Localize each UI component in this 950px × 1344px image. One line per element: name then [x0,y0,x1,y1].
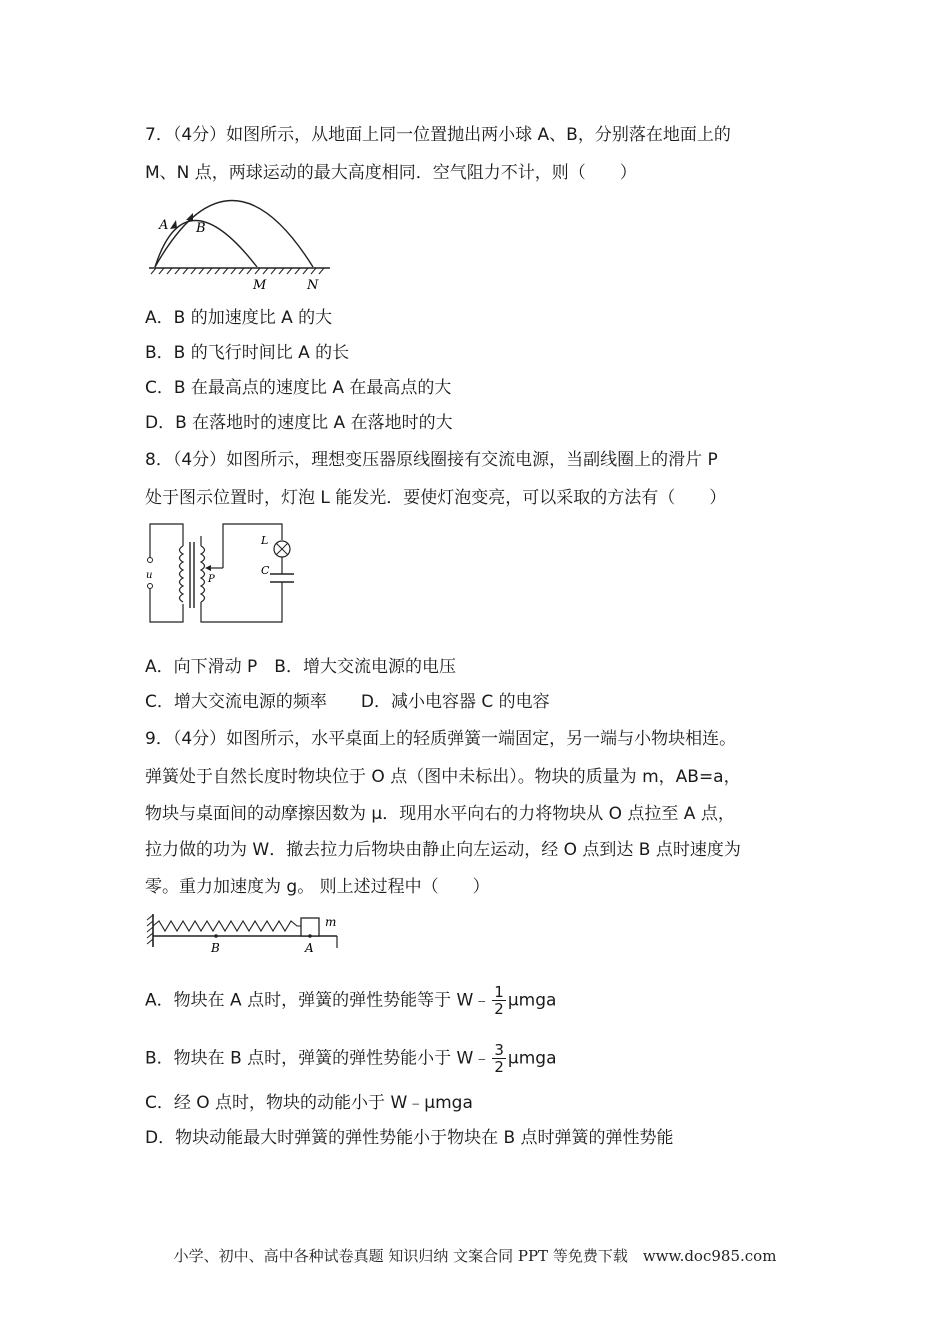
spring [153,921,301,931]
q7-option-b: B．B 的飞行时间比 A 的长 [145,343,350,363]
fraction-one-half: $\frac{1}{2}$ [494,983,504,1018]
q7-stem-line-2: M、N 点，两球运动的最大高度相同．空气阻力不计，则（ ） [145,163,637,183]
label-a: A [305,941,314,955]
q9-spring-figure [145,912,345,956]
label-l: L [261,534,269,547]
label-c: C [261,564,270,577]
q9-option-a-suffix: μmga [507,990,557,1011]
q8-stem-line-1: 8．（4分）如图所示，理想变压器原线圈接有交流电源，当副线圈上的滑片 P [145,450,718,470]
q7-option-a: A．B 的加速度比 A 的大 [145,308,333,328]
label-u: u [146,570,153,581]
primary-coil [180,546,184,602]
label-b: B [196,221,206,236]
q8-options-line-2: C．增大交流电源的频率 D．减小电容器 C 的电容 [145,692,550,712]
label-b: B [211,941,220,955]
q9-stem-line-3: 物块与桌面间的动摩擦因数为 μ．现用水平向右的力将物块从 O 点拉至 A 点， [145,804,735,824]
q9-stem-line-1: 9．（4分）如图所示，水平桌面上的轻质弹簧一端固定，另一端与小物块相连。 [145,729,737,749]
arrow-a-icon [170,220,177,229]
trajectory-b [155,201,313,268]
fraction-three-halves: $\frac{3}{2}$ [494,1041,504,1076]
q9-option-b-suffix: μmga [507,1048,557,1069]
q8-options-line-1: A．向下滑动 P B．增大交流电源的电压 [145,657,456,677]
q9-option-c: C．经 O 点时，物块的动能小于 W﹣μmga [145,1093,473,1113]
q9-option-d: D．物块动能最大时弹簧的弹性势能小于物块在 B 点时弹簧的弹性势能 [145,1128,674,1148]
q9-option-b [145,1042,557,1075]
q9-option-a-prefix: A．物块在 A 点时，弹簧的弹性势能等于 W﹣ [145,990,491,1011]
label-m: m [325,915,337,929]
q7-stem-line-1: 7．（4分）如图所示，从地面上同一位置抛出两小球 A、B，分别落在地面上的 [145,125,731,145]
label-p: P [208,574,215,585]
q8-transformer-figure [145,518,305,628]
q7-option-c: C．B 在最高点的速度比 A 在最高点的大 [145,378,452,398]
terminal-bottom [148,584,153,589]
secondary-coil [201,546,205,602]
page-footer: 小学、初中、高中各种试卷真题 知识归纳 文案合同 PPT 等免费下载 www.doc985.com [173,1247,777,1265]
label-a: A [159,218,169,233]
q9-stem-line-2: 弹簧处于自然长度时物块位于 O 点（图中未标出）。物块的质量为 m，AB=a， [145,767,741,787]
label-m: M [253,278,267,293]
label-n: N [307,278,319,293]
q9-option-a [145,984,556,1017]
arrow-b-icon [186,213,193,221]
q7-projectile-figure [145,196,335,294]
q9-stem-line-4: 拉力做的功为 W．撤去拉力后物块由静止向左运动，经 O 点到达 B 点时速度为 [145,840,741,860]
q7-option-d: D．B 在落地时的速度比 A 在落地时的大 [145,413,453,433]
q8-stem-line-2: 处于图示位置时，灯泡 L 能发光．要使灯泡变亮，可以采取的方法有（ ） [145,488,727,508]
point-b [214,934,218,938]
q9-stem-line-5: 零。重力加速度为 g。 则上述过程中（ ） [145,877,490,897]
q9-option-b-prefix: B．物块在 B 点时，弹簧的弹性势能小于 W﹣ [145,1048,491,1069]
ground-hatching [151,268,324,274]
block [301,918,319,936]
terminal-top [148,558,153,563]
point-a [308,934,312,938]
slider-arrow-icon [205,565,211,571]
